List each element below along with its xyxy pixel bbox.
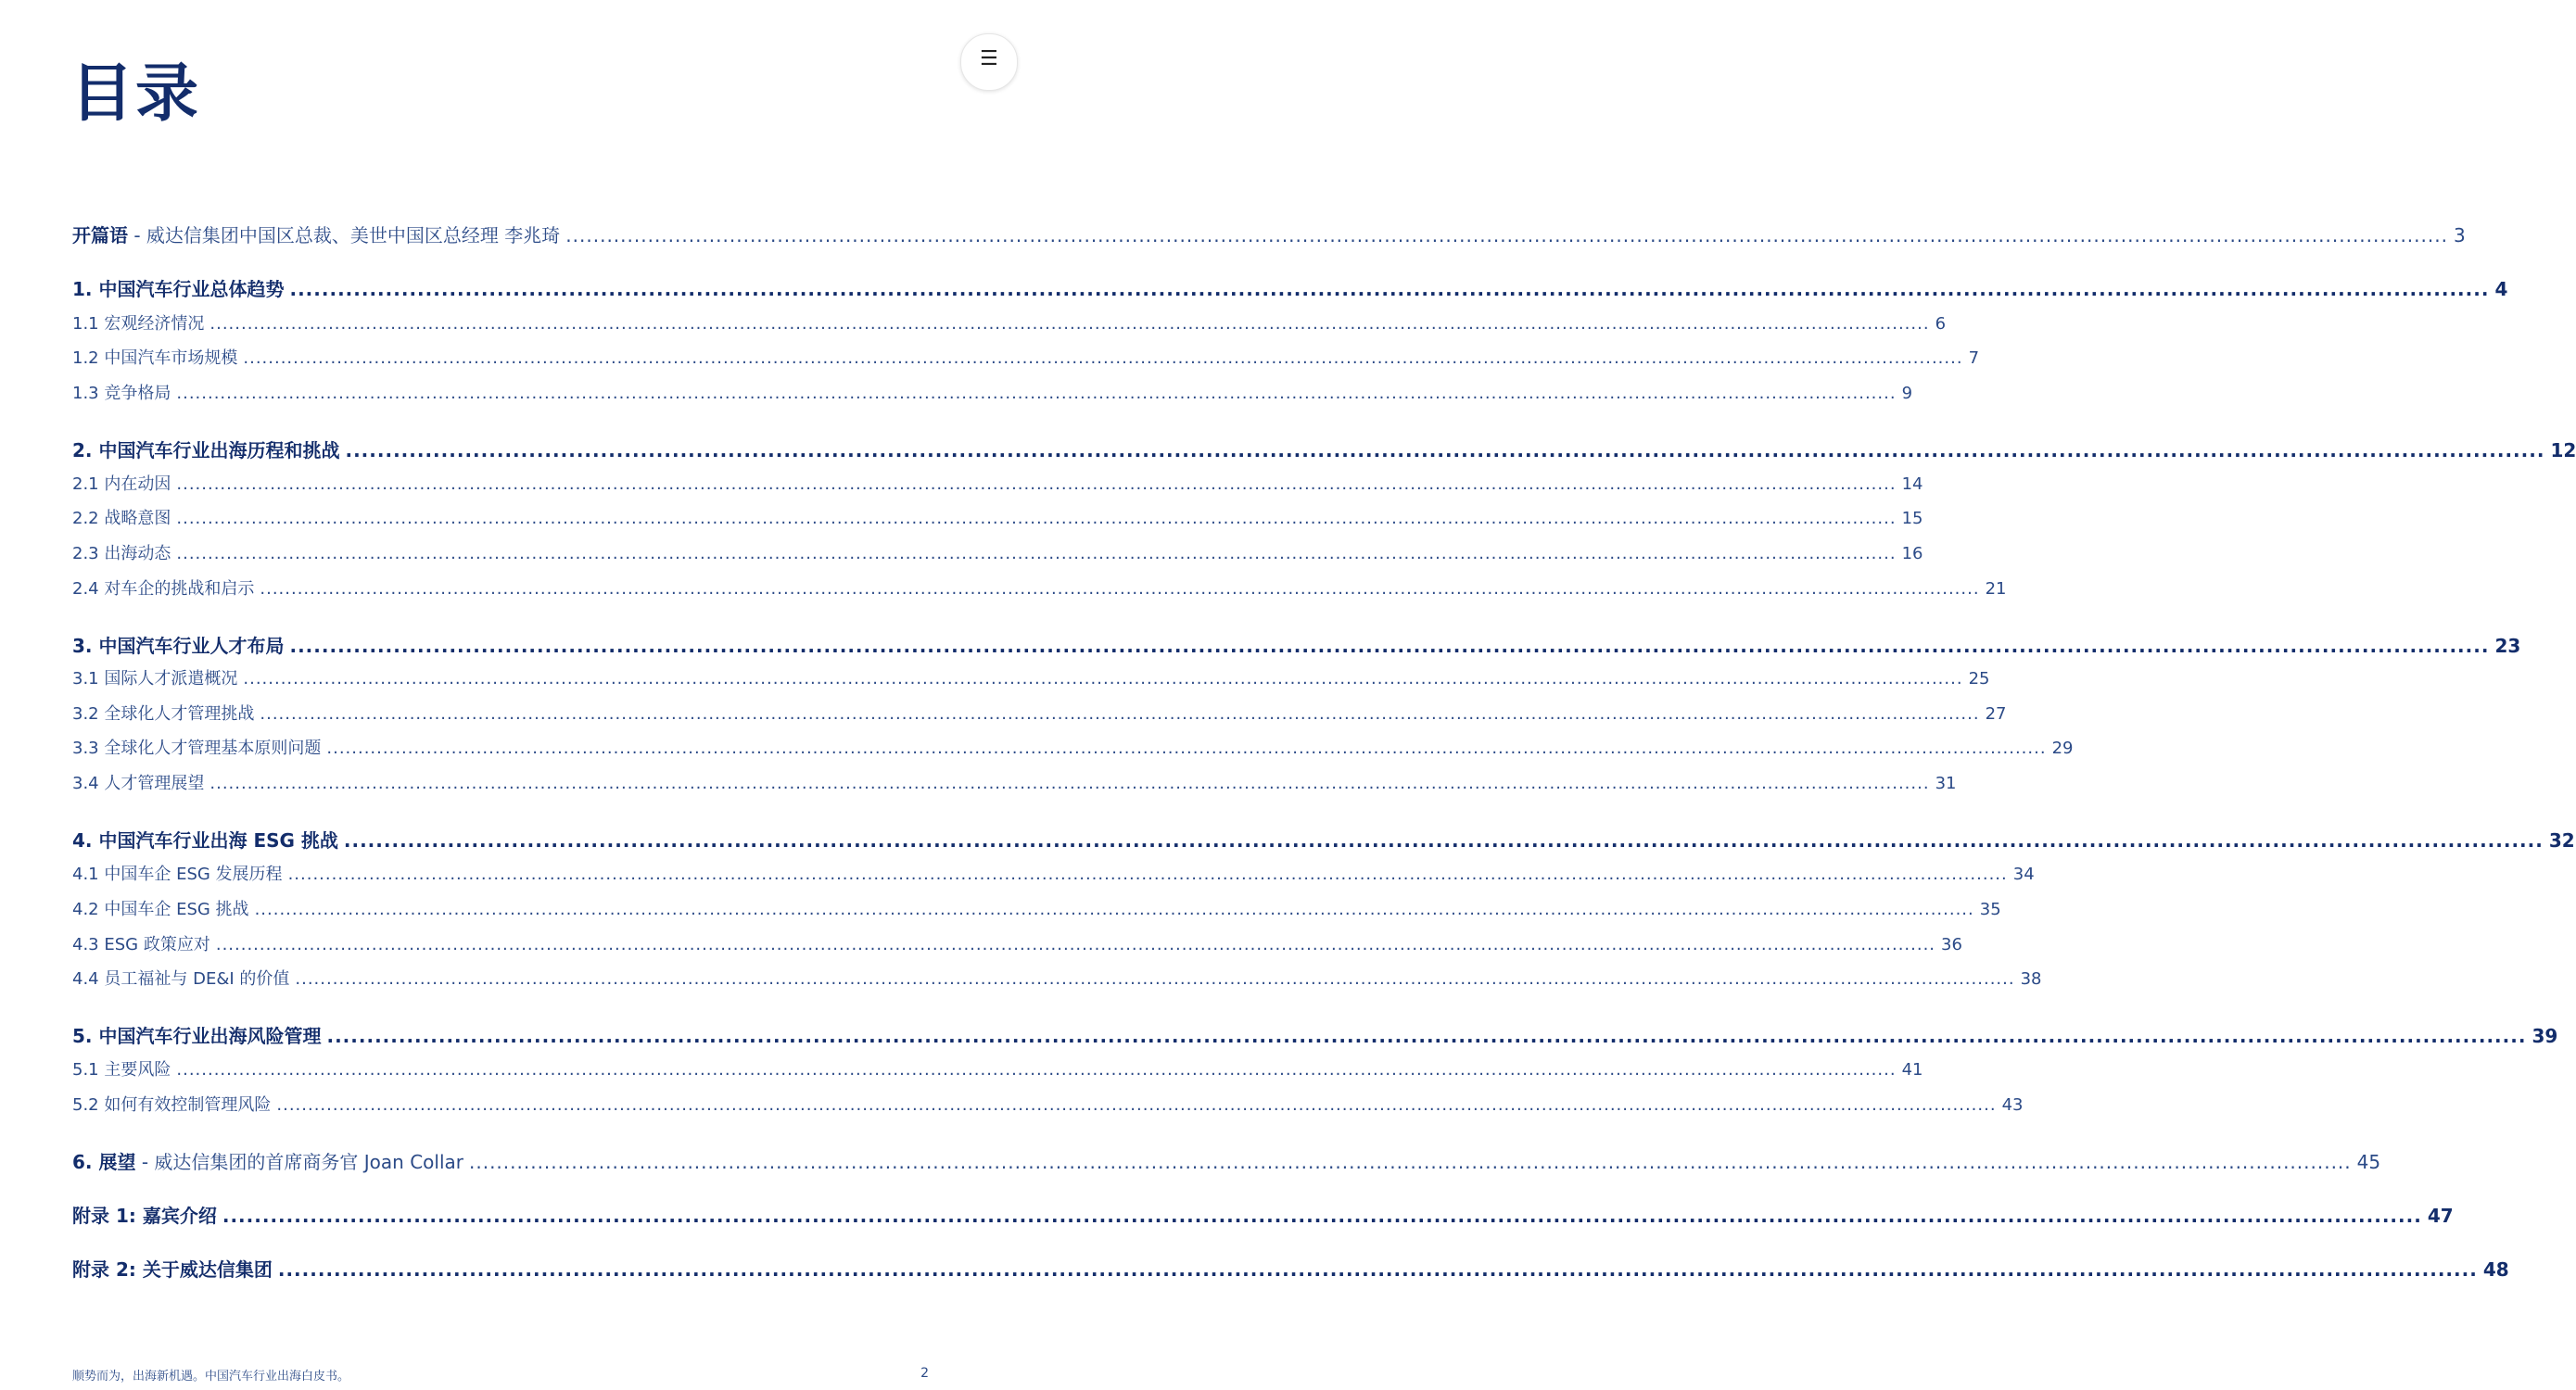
toc-page-number: 14 bbox=[1901, 474, 1923, 494]
toc-page-number: 9 bbox=[1901, 384, 1913, 403]
toc-entry-title: 中国车企 ESG 挑战 bbox=[98, 900, 249, 919]
toc-entry-number: 4.1 bbox=[72, 865, 99, 884]
toc-entry-number: 1. bbox=[72, 278, 93, 300]
toc-entry-label bbox=[72, 1255, 273, 1282]
toc-entry-number: 6. bbox=[72, 1151, 93, 1173]
toc-entry[interactable] bbox=[72, 1201, 2454, 1229]
toc-entry-number: 附录 1: bbox=[72, 1205, 136, 1227]
toc-entry-label bbox=[72, 1056, 171, 1080]
toc-entry-number: 3. bbox=[72, 635, 93, 657]
toc-entry[interactable] bbox=[72, 471, 1923, 497]
toc-entry-title: 战略意图 bbox=[98, 509, 171, 528]
toc-entry-label bbox=[72, 436, 339, 462]
toc-entry-title: 关于威达信集团 bbox=[135, 1258, 273, 1281]
toc-page-number: 45 bbox=[2356, 1151, 2381, 1173]
toc-dot-leader: .................................................................................................................................................................................................................................................................................... bbox=[260, 704, 1980, 724]
toc-entry[interactable] bbox=[72, 826, 2575, 853]
toc-entry[interactable] bbox=[72, 665, 1990, 691]
toc-entry-number: 开篇语 bbox=[72, 224, 128, 246]
toc-dot-leader: .................................................................................................................................................................................................................................................................................... bbox=[260, 579, 1980, 599]
toc-entry[interactable] bbox=[72, 575, 2007, 601]
toc-entry-label bbox=[72, 631, 284, 658]
toc-dot-leader: .................................................................................................................................................................................................................................................................................... bbox=[209, 774, 1930, 793]
toc-entry-title: 出海动态 bbox=[98, 544, 171, 563]
toc-entry-title: 员工福祉与 DE&I 的价值 bbox=[98, 969, 290, 989]
toc-entry-number: 4. bbox=[72, 829, 93, 852]
toc-page-number: 47 bbox=[2427, 1205, 2454, 1227]
toc-entry[interactable] bbox=[72, 770, 1957, 796]
toc-entry[interactable] bbox=[72, 966, 2042, 992]
toc-entry-number: 3.4 bbox=[72, 774, 99, 793]
toc-page-number: 7 bbox=[1968, 348, 1980, 368]
toc-dot-leader: .................................................................................................................................................................................................................................................................................... bbox=[176, 509, 1897, 528]
toc-dot-leader: .................................................................................................................................................................................................................................................................................... bbox=[215, 935, 1936, 954]
toc-entry[interactable] bbox=[72, 505, 1923, 531]
toc-entry-number: 附录 2: bbox=[72, 1258, 136, 1281]
menu-button[interactable] bbox=[960, 33, 1018, 91]
toc-dot-leader: .................................................................................................................................................................................................................................................................................... bbox=[343, 829, 2544, 852]
toc-page-number: 15 bbox=[1901, 509, 1923, 528]
toc-dot-leader: .................................................................................................................................................................................................................................................................................... bbox=[243, 348, 1963, 368]
toc-entry[interactable] bbox=[72, 861, 2035, 887]
toc-page-number: 39 bbox=[2532, 1025, 2558, 1047]
toc-entry-label bbox=[72, 345, 237, 369]
hamburger-menu-icon: ☰ bbox=[980, 47, 998, 70]
toc-entry-label bbox=[72, 505, 171, 529]
toc-entry-label bbox=[72, 1201, 217, 1228]
toc-entry[interactable] bbox=[72, 1092, 2024, 1118]
toc-dot-leader: .................................................................................................................................................................................................................................................................................... bbox=[287, 865, 2008, 884]
toc-entry-number: 1.3 bbox=[72, 384, 99, 403]
toc-entry-title: 国际人才派遣概况 bbox=[98, 669, 238, 689]
toc-entry-title: 宏观经济情况 bbox=[98, 314, 205, 334]
toc-entry-title: 如何有效控制管理风险 bbox=[98, 1095, 272, 1115]
toc-page-number: 48 bbox=[2482, 1258, 2509, 1281]
toc-page-number: 38 bbox=[2020, 969, 2042, 989]
toc-dot-leader: .................................................................................................................................................................................................................................................................................... bbox=[345, 439, 2545, 461]
toc-entry[interactable] bbox=[72, 540, 1923, 566]
toc-page-number: 3 bbox=[2453, 224, 2466, 246]
toc-page-number: 12 bbox=[2550, 439, 2576, 461]
toc-dot-leader: .................................................................................................................................................................................................................................................................................... bbox=[469, 1151, 2352, 1173]
toc-entry-title: 主要风险 bbox=[98, 1060, 171, 1080]
toc-entry-number: 4.3 bbox=[72, 935, 99, 954]
toc-dot-leader: .................................................................................................................................................................................................................................................................................... bbox=[209, 314, 1930, 334]
toc-entry-label bbox=[72, 1092, 271, 1116]
toc-dot-leader: .................................................................................................................................................................................................................................................................................... bbox=[277, 1258, 2478, 1281]
toc-entry-number: 3.1 bbox=[72, 669, 99, 689]
toc-entry[interactable] bbox=[72, 310, 1947, 336]
toc-entry-title: ESG 政策应对 bbox=[98, 935, 210, 954]
toc-entry-title: 人才管理展望 bbox=[98, 774, 205, 793]
toc-entry-title: 竞争格局 bbox=[98, 384, 171, 403]
toc-entry-number: 4.4 bbox=[72, 969, 99, 989]
toc-entry[interactable] bbox=[72, 380, 1913, 406]
toc-entry-label bbox=[72, 665, 237, 689]
toc-entry-title: 全球化人才管理挑战 bbox=[98, 704, 255, 724]
toc-entry-number: 2.4 bbox=[72, 579, 99, 599]
toc-page-number: 32 bbox=[2548, 829, 2575, 852]
toc-entry-number: 2.2 bbox=[72, 509, 99, 528]
toc-entry-title: 中国车企 ESG 发展历程 bbox=[98, 865, 283, 884]
toc-page-number: 35 bbox=[1979, 900, 2001, 919]
toc-page-number: 34 bbox=[2012, 865, 2035, 884]
toc-entry[interactable] bbox=[72, 436, 2576, 463]
toc-dot-leader: .................................................................................................................................................................................................................................................................................... bbox=[243, 669, 1963, 689]
toc-page-number: 23 bbox=[2494, 635, 2521, 657]
toc-dot-leader: .................................................................................................................................................................................................................................................................................... bbox=[276, 1095, 1997, 1115]
toc-dot-leader: .................................................................................................................................................................................................................................................................................... bbox=[176, 544, 1897, 563]
toc-dot-leader: .................................................................................................................................................................................................................................................................................... bbox=[289, 278, 2490, 300]
toc-entry-title: 中国汽车行业出海历程和挑战 bbox=[92, 439, 340, 461]
toc-entry-label bbox=[72, 896, 249, 920]
toc-entry-label bbox=[72, 966, 289, 990]
toc-entry[interactable] bbox=[72, 1056, 1923, 1082]
toc-entry[interactable] bbox=[72, 1147, 2381, 1175]
toc-entry-subtitle: - 威达信集团的首席商务官 Joan Collar bbox=[135, 1151, 463, 1173]
toc-entry-number: 3.2 bbox=[72, 704, 99, 724]
toc-entry-label bbox=[72, 1021, 321, 1048]
toc-entry[interactable] bbox=[72, 931, 1962, 957]
toc-entry-label bbox=[72, 770, 204, 794]
toc-entry[interactable] bbox=[72, 221, 2466, 248]
toc-dot-leader: .................................................................................................................................................................................................................................................................................... bbox=[176, 384, 1897, 403]
toc-entry-title: 全球化人才管理基本原则问题 bbox=[98, 739, 322, 758]
toc-entry-number: 5.2 bbox=[72, 1095, 99, 1115]
toc-page-number: 25 bbox=[1968, 669, 1990, 689]
toc-entry-number: 1.1 bbox=[72, 314, 99, 334]
toc-page-number: 4 bbox=[2494, 278, 2508, 300]
toc-entry-label bbox=[72, 380, 171, 404]
toc-entry-label bbox=[72, 471, 171, 495]
toc-entry[interactable] bbox=[72, 1255, 2509, 1283]
toc-dot-leader: .................................................................................................................................................................................................................................................................................... bbox=[222, 1205, 2422, 1227]
toc-entry-title: 中国汽车行业总体趋势 bbox=[92, 278, 285, 300]
toc-dot-leader: .................................................................................................................................................................................................................................................................................... bbox=[326, 739, 2047, 758]
toc-entry-label bbox=[72, 575, 254, 600]
toc-entry-label bbox=[72, 931, 210, 955]
toc-entry-subtitle: - 威达信集团中国区总裁、美世中国区总经理 李兆琦 bbox=[128, 224, 561, 246]
toc-entry[interactable] bbox=[72, 701, 2007, 727]
toc-dot-leader: .................................................................................................................................................................................................................................................................................... bbox=[176, 474, 1897, 494]
toc-entry-number: 2.3 bbox=[72, 544, 99, 563]
toc-entry-label bbox=[72, 701, 254, 725]
toc-dot-leader: .................................................................................................................................................................................................................................................................................... bbox=[176, 1060, 1897, 1080]
toc-entry-number: 2.1 bbox=[72, 474, 99, 494]
toc-entry-label bbox=[72, 540, 171, 564]
toc-entry[interactable] bbox=[72, 631, 2521, 659]
toc-entry-label bbox=[72, 310, 204, 335]
toc-entry[interactable] bbox=[72, 274, 2508, 302]
toc-entry-number: 3.3 bbox=[72, 739, 99, 758]
toc-entry-label bbox=[72, 735, 321, 759]
toc-entry[interactable] bbox=[72, 735, 2074, 761]
toc-dot-leader: .................................................................................................................................................................................................................................................................................... bbox=[289, 635, 2490, 657]
toc-dot-leader: .................................................................................................................................................................................................................................................................................... bbox=[254, 900, 1974, 919]
toc-entry-label bbox=[72, 274, 284, 301]
toc-page-number: 36 bbox=[1941, 935, 1962, 954]
toc-entry-title: 展望 bbox=[92, 1151, 136, 1173]
toc-page-number: 31 bbox=[1935, 774, 1957, 793]
footer-page-number: 2 bbox=[920, 1366, 929, 1381]
toc-page-number: 29 bbox=[2051, 739, 2074, 758]
toc-entry[interactable] bbox=[72, 896, 2001, 922]
toc-entry-number: 1.2 bbox=[72, 348, 99, 368]
toc-dot-leader: .................................................................................................................................................................................................................................................................................... bbox=[295, 969, 2015, 989]
toc-entry[interactable] bbox=[72, 345, 1980, 371]
toc-entry-number: 5. bbox=[72, 1025, 93, 1047]
toc-entry-number: 4.2 bbox=[72, 900, 99, 919]
toc-page-number: 21 bbox=[1985, 579, 2007, 599]
toc-dot-leader: .................................................................................................................................................................................................................................................................................... bbox=[565, 224, 2448, 246]
toc-entry-number: 5.1 bbox=[72, 1060, 99, 1080]
toc-entry-title: 嘉宾介绍 bbox=[135, 1205, 217, 1227]
toc-entry[interactable] bbox=[72, 1021, 2558, 1049]
toc-page-number: 41 bbox=[1901, 1060, 1923, 1080]
page-title: 目录 bbox=[70, 57, 201, 131]
toc-entry-title: 中国汽车行业出海风险管理 bbox=[92, 1025, 322, 1047]
toc-page-number: 16 bbox=[1901, 544, 1923, 563]
toc-entry-title: 中国汽车行业出海 ESG 挑战 bbox=[92, 829, 338, 852]
toc-page-number: 6 bbox=[1935, 314, 1947, 334]
toc-entry-title: 中国汽车行业人才布局 bbox=[92, 635, 285, 657]
footer-text: 顺势而为，出海新机遇。中国汽车行业出海白皮书。 bbox=[72, 1370, 350, 1384]
toc-entry-label bbox=[72, 1147, 463, 1174]
toc-entry-number: 2. bbox=[72, 439, 93, 461]
toc-entry-title: 中国汽车市场规模 bbox=[98, 348, 238, 368]
toc-entry-label bbox=[72, 221, 560, 247]
toc-entry-label bbox=[72, 861, 283, 885]
toc-entry-title: 对车企的挑战和启示 bbox=[98, 579, 255, 599]
toc-page-number: 27 bbox=[1985, 704, 2007, 724]
toc-page-number: 43 bbox=[2001, 1095, 2024, 1115]
toc-entry-title: 内在动因 bbox=[98, 474, 171, 494]
toc-entry-label bbox=[72, 826, 338, 853]
toc-dot-leader: .................................................................................................................................................................................................................................................................................... bbox=[326, 1025, 2527, 1047]
